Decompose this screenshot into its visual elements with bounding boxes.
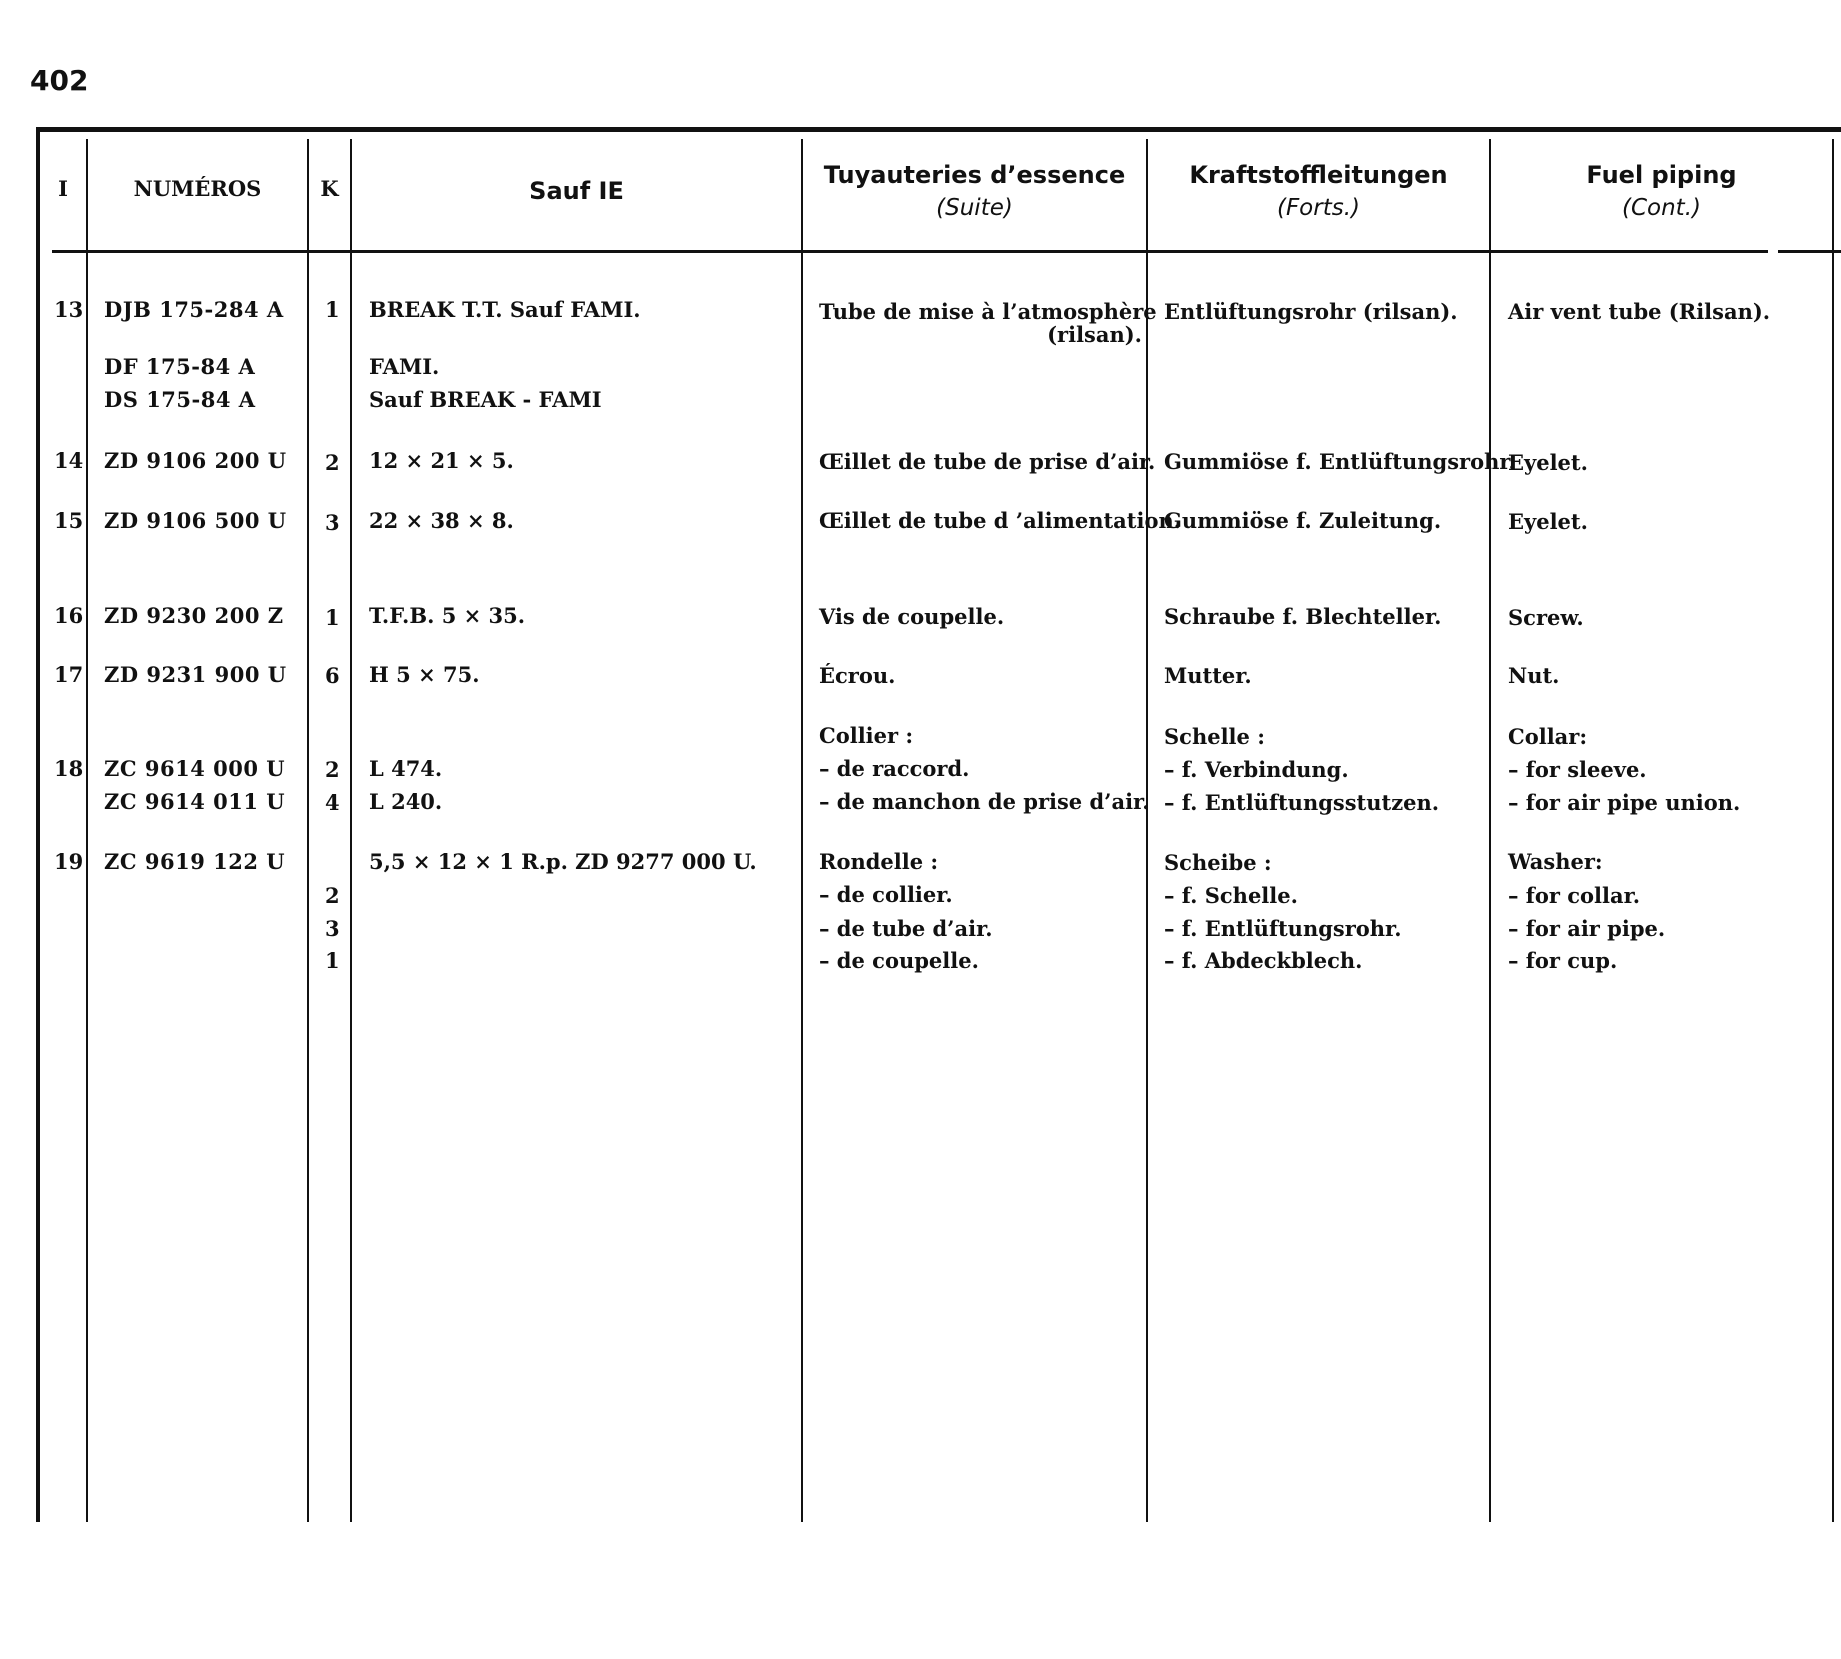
row-13-spec-1: BREAK T.T. Sauf FAMI. [369, 297, 641, 322]
row-14-quantity: 2 [325, 450, 340, 475]
row-14-french: Œillet de tube de prise d’air. [819, 449, 1156, 474]
row-18-english-2: – for air pipe union. [1508, 790, 1741, 815]
row-15-quantity: 3 [325, 510, 340, 535]
row-13-spec-3: Sauf BREAK - FAMI [369, 387, 602, 412]
row-16-part-number: ZD 9230 200 Z [104, 603, 284, 628]
row-19-german-2: – f. Entlüftungsrohr. [1164, 916, 1402, 941]
column-divider-qty [350, 139, 352, 1522]
row-19-quantity-3: 1 [325, 948, 340, 973]
row-17-french: Écrou. [819, 663, 896, 688]
row-16-german: Schraube f. Blechteller. [1164, 604, 1442, 629]
row-16-spec: T.F.B. 5 × 35. [369, 603, 526, 628]
row-16-english: Screw. [1508, 605, 1584, 630]
header-english-subtitle: (Cont.) [1622, 195, 1701, 221]
row-13-index: 13 [54, 297, 84, 322]
row-18-english-heading: Collar: [1508, 724, 1588, 749]
row-14-english: Eyelet. [1508, 450, 1588, 475]
row-13-part-number-1: DJB 175-284 A [104, 297, 284, 322]
row-18-quantity-2: 4 [325, 790, 340, 815]
column-divider-index [86, 139, 88, 1522]
row-19-german-1: – f. Schelle. [1164, 883, 1298, 908]
row-17-index: 17 [54, 662, 84, 687]
header-french [803, 161, 1146, 221]
column-divider-right-border [1832, 139, 1834, 1522]
row-19-german-3: – f. Abdeckblech. [1164, 948, 1363, 973]
row-19-english-3: – for cup. [1508, 948, 1618, 973]
row-13-french-1: Tube de mise à l’atmosphère [819, 299, 1157, 324]
row-17-quantity: 6 [325, 663, 340, 688]
row-18-english-1: – for sleeve. [1508, 757, 1647, 782]
column-divider-left-border [36, 130, 40, 1522]
row-15-german: Gummiöse f. Zuleitung. [1164, 508, 1442, 533]
row-13-english: Air vent tube (Rilsan). [1508, 299, 1771, 324]
row-13-spec-2: FAMI. [369, 354, 440, 379]
row-18-index: 18 [54, 756, 84, 781]
row-19-english-2: – for air pipe. [1508, 916, 1666, 941]
header-german-subtitle: (Forts.) [1276, 195, 1360, 221]
header-german [1148, 161, 1489, 221]
row-13-quantity: 1 [325, 297, 340, 322]
column-divider-german [1489, 139, 1491, 1522]
row-19-part-number: ZC 9619 122 U [104, 849, 286, 874]
column-divider-numeros [307, 139, 309, 1522]
row-14-index: 14 [54, 448, 84, 473]
header-bottom-rule [52, 250, 1768, 253]
row-19-french-heading: Rondelle : [819, 849, 939, 874]
row-19-english-1: – for collar. [1508, 883, 1641, 908]
row-19-german-heading: Scheibe : [1164, 850, 1272, 875]
row-19-spec: 5,5 × 12 × 1 R.p. ZD 9277 000 U. [369, 849, 757, 874]
row-13-part-number-3: DS 175-84 A [104, 387, 256, 412]
row-18-french-heading: Collier : [819, 723, 914, 748]
row-14-spec: 12 × 21 × 5. [369, 448, 514, 473]
row-13-part-number-2: DF 175-84 A [104, 354, 256, 379]
row-19-english-heading: Washer: [1508, 849, 1603, 874]
header-index: I [58, 176, 68, 201]
row-18-part-number-2: ZC 9614 011 U [104, 789, 286, 814]
row-16-quantity: 1 [325, 605, 340, 630]
row-17-part-number: ZD 9231 900 U [104, 662, 287, 687]
row-17-english: Nut. [1508, 663, 1560, 688]
row-16-french: Vis de coupelle. [819, 604, 1005, 629]
row-19-quantity-1: 2 [325, 883, 340, 908]
row-18-german-2: – f. Entlüftungsstutzen. [1164, 790, 1440, 815]
header-qty: K [320, 176, 339, 201]
row-15-part-number: ZD 9106 500 U [104, 508, 287, 533]
row-19-quantity-2: 3 [325, 916, 340, 941]
row-14-part-number: ZD 9106 200 U [104, 448, 287, 473]
row-18-quantity-1: 2 [325, 757, 340, 782]
row-18-part-number-1: ZC 9614 000 U [104, 756, 286, 781]
header-french-title: Tuyauteries d’essence [823, 161, 1126, 189]
top-rule [36, 127, 1841, 132]
header-numeros: NUMÉROS [133, 176, 262, 201]
row-13-german: Entlüftungsrohr (rilsan). [1164, 299, 1458, 324]
row-19-french-3: – de coupelle. [819, 948, 979, 973]
row-14-german: Gummiöse f. Entlüftungsrohr. [1164, 449, 1516, 474]
row-16-index: 16 [54, 603, 84, 628]
header-german-title: Kraftstoffleitungen [1189, 161, 1448, 189]
row-19-french-1: – de collier. [819, 882, 953, 907]
header-english [1491, 161, 1832, 221]
row-18-french-2: – de manchon de prise d’air. [819, 789, 1150, 814]
column-divider-sauf [801, 139, 803, 1522]
header-sauf: Sauf IE [529, 177, 624, 205]
row-17-german: Mutter. [1164, 663, 1252, 688]
row-15-index: 15 [54, 508, 84, 533]
row-18-spec-1: L 474. [369, 756, 443, 781]
row-19-french-2: – de tube d’air. [819, 916, 993, 941]
column-divider-french [1146, 139, 1148, 1522]
row-18-french-1: – de raccord. [819, 756, 970, 781]
header-english-title: Fuel piping [1586, 161, 1737, 189]
row-13-french-2: (rilsan). [1047, 322, 1142, 347]
row-18-spec-2: L 240. [369, 789, 443, 814]
header-french-subtitle: (Suite) [936, 195, 1013, 221]
row-15-spec: 22 × 38 × 8. [369, 508, 514, 533]
row-17-spec: H 5 × 75. [369, 662, 480, 687]
page-number: 402 [30, 64, 89, 97]
row-18-german-heading: Schelle : [1164, 724, 1265, 749]
row-15-english: Eyelet. [1508, 509, 1588, 534]
row-15-french: Œillet de tube d ’alimentation. [819, 508, 1182, 533]
row-18-german-1: – f. Verbindung. [1164, 757, 1349, 782]
row-19-index: 19 [54, 849, 84, 874]
